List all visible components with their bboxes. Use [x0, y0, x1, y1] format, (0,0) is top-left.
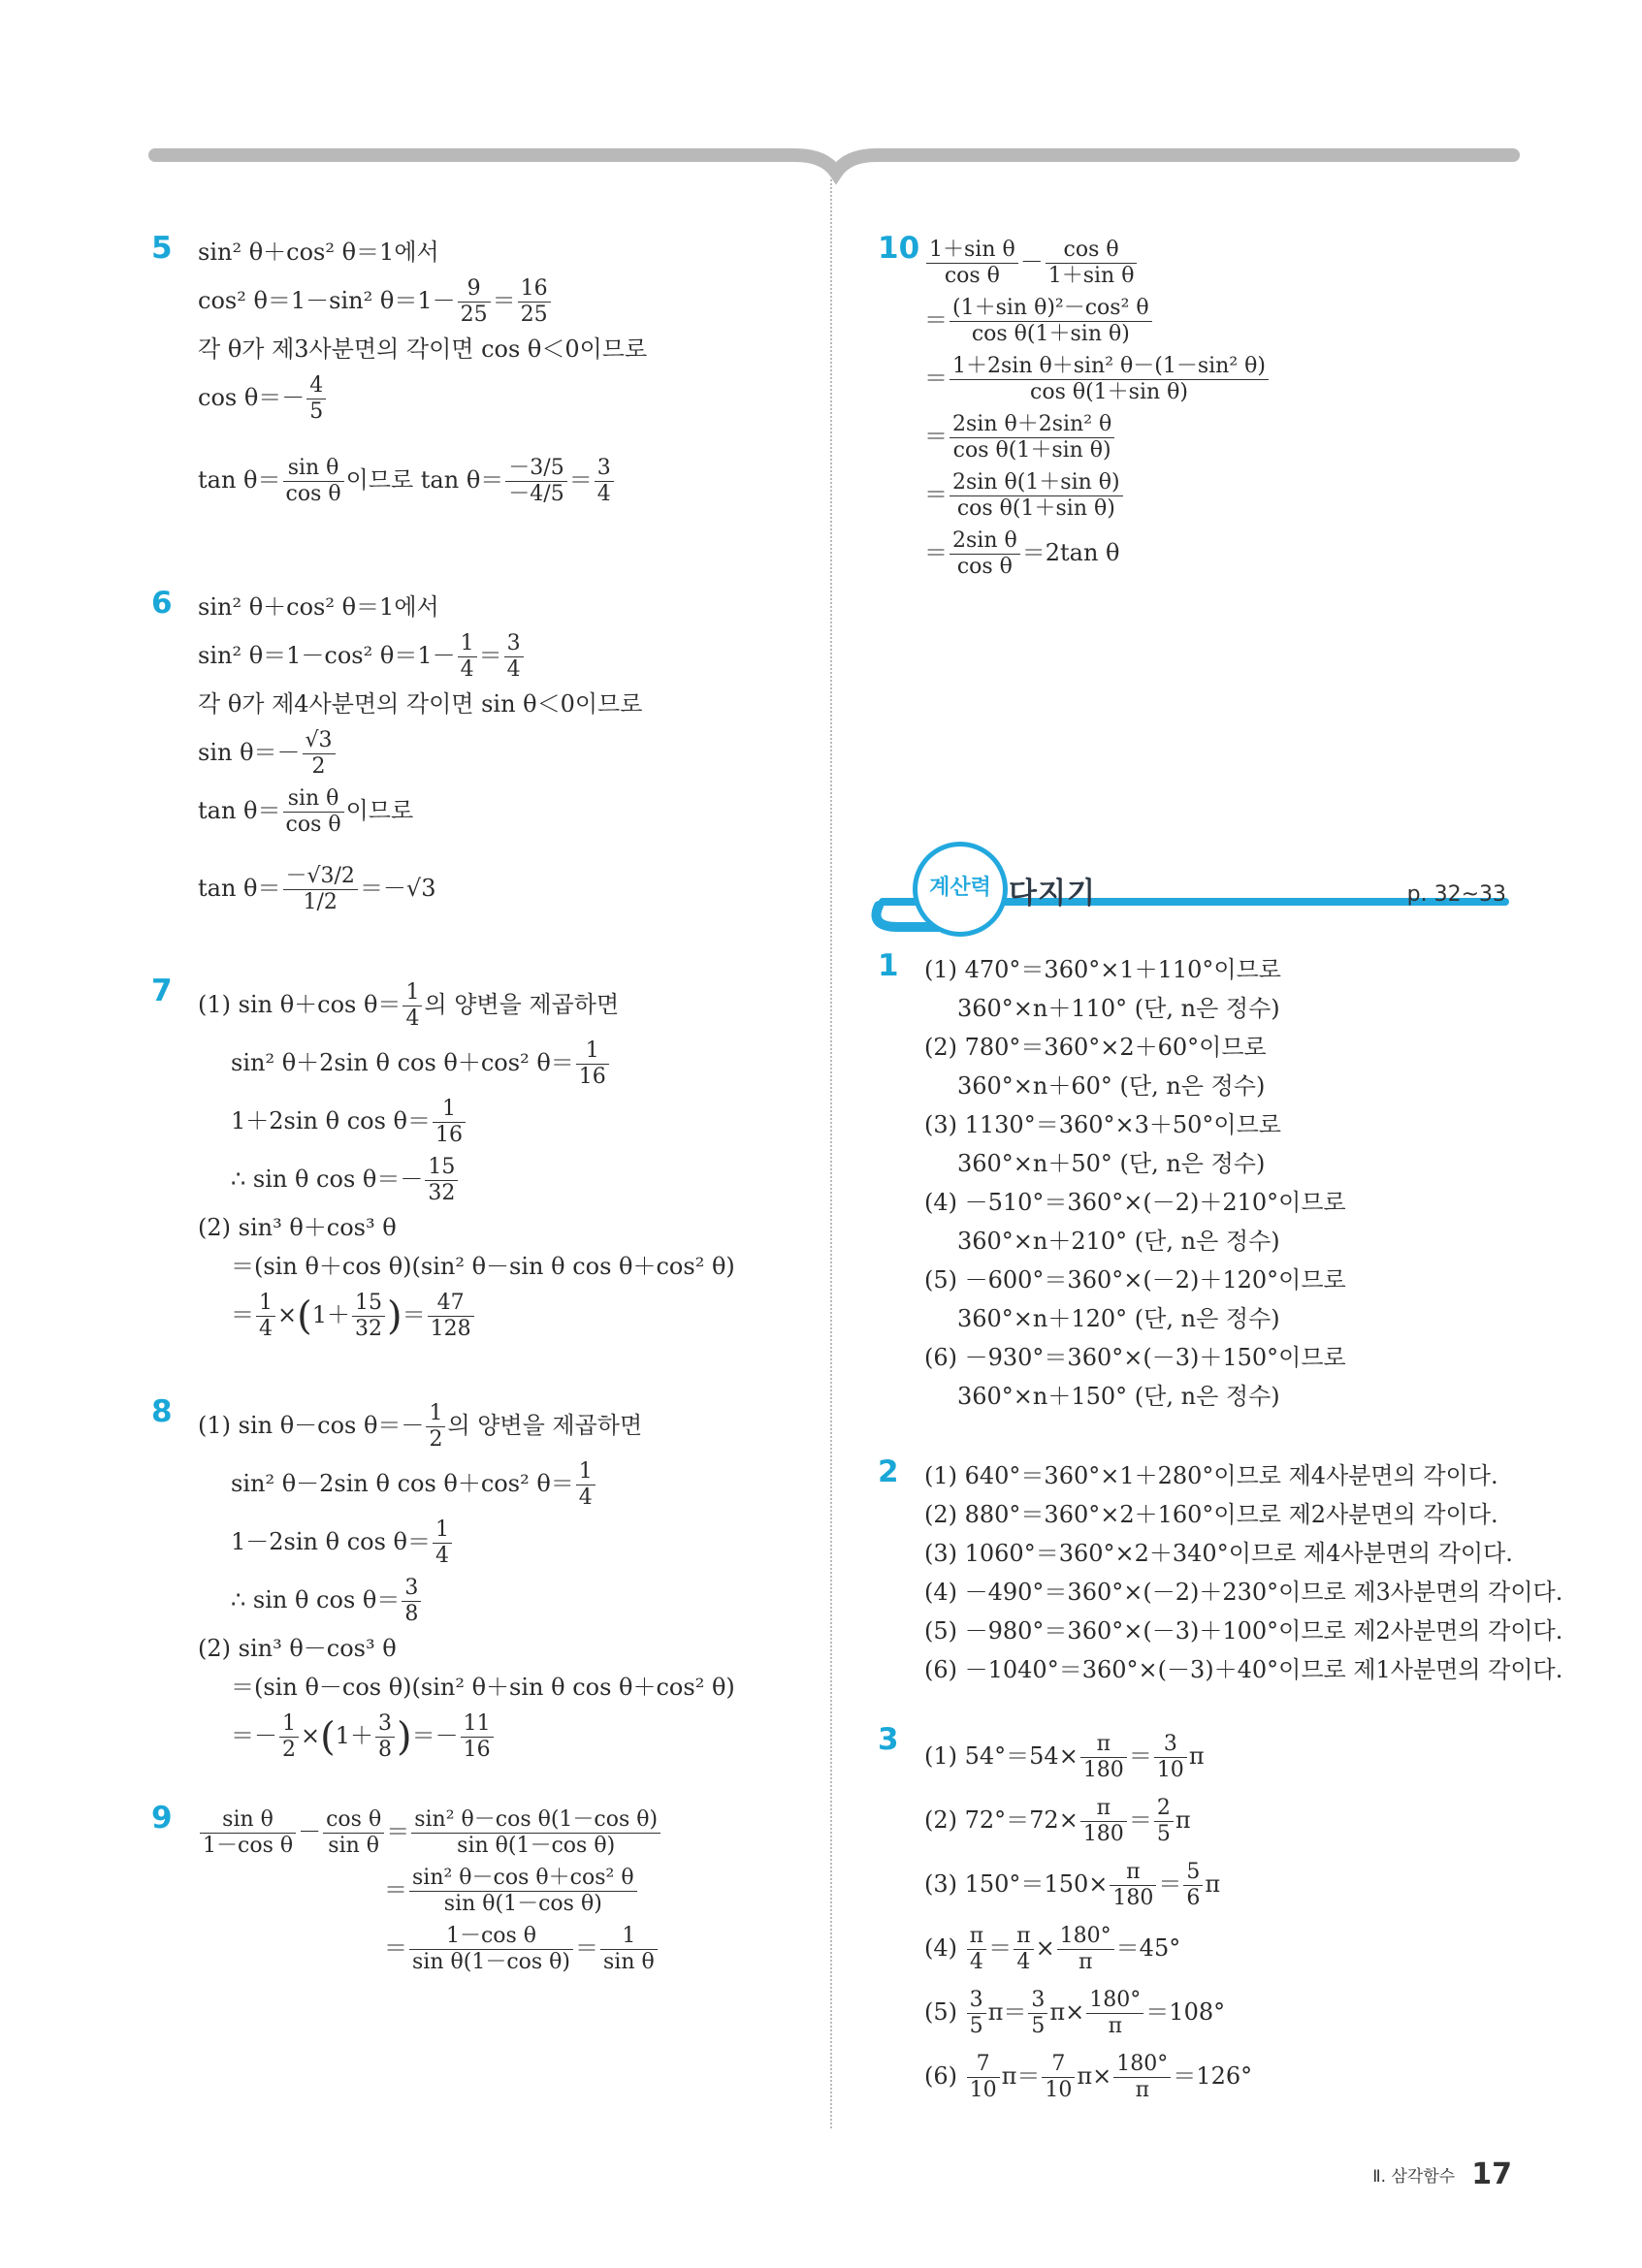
question-number: 2 — [878, 1454, 899, 1489]
solution-line: 1＋2sin θ cos θ＝ $\frac{1}{16}$ — [198, 1092, 821, 1150]
solution-line: tan θ＝ $\frac{\text{sin θ}}{\text{cos θ}}$ 이므로 — [198, 786, 414, 837]
solution-line: ∴ sin θ cos θ＝－ $\frac{15}{32}$ — [198, 1150, 821, 1208]
answer-line: (6) －1040°＝360°×(－3)＋40°이므로 제1사분면의 각이다. — [924, 1656, 1563, 1683]
answer-line: (3) 1130°＝360°×3＋50°이므로 — [924, 1111, 1281, 1138]
fraction: $\frac{\text{sin θ}}{\text{cos θ}}$ — [283, 456, 344, 507]
solution-line: ＝ $\frac{1}{4}$ ×(1＋ $\frac{15}{32}$ )＝ $\frac{47}{128}$ — [198, 1286, 821, 1346]
answer-line: (4) $\frac{\pi}{4}$ ＝ $\frac{\pi}{4}$ × $\frac{180^\circ}{\pi}$ ＝45° — [924, 1924, 1181, 1974]
solution-line: sin² θ＝1－cos² θ＝1－ $\frac{1}{4}$ ＝ $\frac{3}{4}$ — [198, 626, 821, 685]
solution-line: (1) sin θ－cos θ＝－ $\frac{1}{2}$ 의 양변을 제곱하면 — [198, 1400, 643, 1452]
fraction: $\frac{\text{1＋2sin θ＋sin² θ－(1－sin² θ)}}{\text{cos θ(1＋sin θ)}}$ — [950, 354, 1269, 405]
fraction: $\frac{\text{sin θ}}{\text{cos θ}}$ — [283, 786, 344, 838]
answer-line: (2) 72°＝72× $\frac{\pi}{180}$ ＝ $\frac{2}{5}$ π — [924, 1796, 1191, 1846]
answer-line: (6) －930°＝360°×(－3)＋150°이므로 — [924, 1344, 1346, 1371]
fraction: $\frac{2}{5}$ — [1154, 1796, 1174, 1847]
solution-line: $\frac{\text{1＋sin θ}}{\text{cos θ}}$ － $\frac{\text{cos θ}}{\text{1＋sin θ}}$ — [924, 233, 1508, 291]
problem-number: 9 — [151, 1801, 173, 1836]
fraction: $\frac{1}{4}$ — [256, 1291, 275, 1342]
fraction: $\frac{1}{\text{sin θ}}$ — [600, 1924, 658, 1975]
fraction: $\frac{\pi}{4}$ — [967, 1924, 986, 1975]
fraction: $\frac{4}{5}$ — [306, 373, 326, 425]
solution-line: tan θ＝ $\frac{\text{sin θ}}{\text{cos θ}}$ 이므로 tan θ＝ $\frac{-3/5}{-4/5}$ ＝ $\frac{3}{4}$ — [198, 427, 821, 533]
solution-line: ＝ $\frac{\text{2sin θ}}{\text{cos θ}}$ ＝2tan θ — [924, 528, 1120, 579]
answer-line: (5) －980°＝360°×(－3)＋100°이므로 제2사분면의 각이다. — [924, 1617, 1563, 1645]
solution-line: sin² θ＋cos² θ＝1에서 — [198, 239, 439, 266]
solution-line: sin² θ＋cos² θ＝1에서 — [198, 593, 439, 621]
fraction: $\frac{\pi}{180}$ — [1110, 1860, 1156, 1911]
fraction: $\frac{3}{4}$ — [504, 631, 524, 683]
problem-number: 7 — [151, 974, 173, 1008]
fraction: $\frac{180^\circ}{\pi}$ — [1057, 1924, 1114, 1975]
problem-6 — [151, 588, 821, 937]
chapter-label: Ⅱ. 삼각함수 — [1372, 2167, 1456, 2187]
fraction: $\frac{5}{6}$ — [1183, 1860, 1203, 1911]
solution-line: 각 θ가 제3사분면의 각이면 cos θ＜0이므로 — [198, 335, 648, 363]
fraction: $\frac{1}{4}$ — [576, 1459, 596, 1511]
section-answers — [878, 948, 1563, 2108]
fraction: $\frac{\pi}{4}$ — [1014, 1924, 1033, 1975]
problem-number: 6 — [151, 586, 173, 621]
solution-line: $\frac{\text{sin θ}}{\text{1－cos θ}}$ － $\frac{\text{cos θ}}{\text{sin θ}}$ ＝ $\frac{\text{sin² θ－cos θ(1－cos θ)}}{\text{sin θ(1－cos θ)}}$ — [198, 1803, 821, 1861]
fraction: $\frac{1}{2}$ — [279, 1711, 299, 1763]
problem-9 — [151, 1803, 821, 1977]
fraction: $\frac{1}{16}$ — [433, 1097, 466, 1148]
question-number: 1 — [878, 948, 899, 983]
fraction: $\frac{\text{2sin θ(1＋sin θ)}}{\text{cos θ(1＋sin θ)}}$ — [950, 470, 1123, 522]
answer-line: 360°×n＋50° (단, n은 정수) — [957, 1150, 1266, 1177]
answer-line: 360°×n＋150° (단, n은 정수) — [957, 1383, 1280, 1410]
solution-line: cos θ＝－ $\frac{4}{5}$ — [198, 368, 821, 427]
fraction: $\frac{7}{10}$ — [967, 2052, 1000, 2103]
solution-line: (1) sin θ＋cos θ＝ $\frac{1}{4}$ 의 양변을 제곱하면 — [198, 980, 620, 1031]
problem-number: 8 — [151, 1393, 173, 1429]
fraction: $\frac{7}{10}$ — [1042, 2052, 1075, 2103]
solution-line: ＝ $\frac{\text{sin² θ－cos θ＋cos² θ}}{\text{sin θ(1－cos θ)}}$ — [198, 1861, 821, 1919]
page-footer — [1372, 2157, 1512, 2191]
answer-line: (6) $\frac{7}{10}$ π＝ $\frac{7}{10}$ π× $\frac{180^\circ}{\pi}$ ＝126° — [924, 2052, 1253, 2102]
fraction: $\frac{\text{2sin θ}}{\text{cos θ}}$ — [950, 528, 1020, 580]
question-3 — [878, 1724, 1508, 2108]
top-header-bar — [0, 0, 1642, 194]
fraction: $\frac{16}{25}$ — [518, 276, 551, 328]
solution-line: sin² θ－2sin θ cos θ＋cos² θ＝ $\frac{1}{4}$ — [198, 1454, 821, 1513]
solution-line: sin θ＝－ $\frac{√3}{2}$ — [198, 723, 821, 782]
solution-line: ＝ $\frac{\text{1＋2sin θ＋sin² θ－(1－sin² θ)}}{\text{cos θ(1＋sin θ)}}$ — [924, 349, 1508, 407]
fraction: $\frac{\text{1＋sin θ}}{\text{cos θ}}$ — [926, 238, 1018, 289]
fraction: $\frac{15}{32}$ — [425, 1155, 458, 1206]
answer-line: (3) 1060°＝360°×2＋340°이므로 제4사분면의 각이다. — [924, 1540, 1513, 1567]
section-badge-label: 계산력 — [929, 876, 991, 900]
fraction: $\frac{3}{4}$ — [595, 456, 614, 507]
solution-line: (2) sin³ θ－cos³ θ — [198, 1634, 397, 1662]
answer-line: 360°×n＋210° (단, n은 정수) — [957, 1228, 1280, 1255]
solution-line: 1－2sin θ cos θ＝ $\frac{1}{4}$ — [198, 1513, 821, 1571]
fraction: $\frac{\text{cos θ}}{\text{sin θ}}$ — [323, 1807, 384, 1859]
solution-line: sin² θ＋2sin θ cos θ＋cos² θ＝ $\frac{1}{16}$ — [198, 1034, 821, 1092]
answer-line: 360°×n＋60° (단, n은 정수) — [957, 1072, 1266, 1100]
fraction: $\frac{\text{cos θ}}{\text{1＋sin θ}}$ — [1046, 238, 1138, 289]
left-column — [151, 233, 821, 1977]
answer-line: (4) －510°＝360°×(－2)＋210°이므로 — [924, 1189, 1346, 1216]
solution-line: cos² θ＝1－sin² θ＝1－ $\frac{9}{25}$ ＝ $\frac{16}{25}$ — [198, 272, 821, 330]
fraction: $\frac{\text{sin² θ－cos θ(1－cos θ)}}{\text{sin θ(1－cos θ)}}$ — [411, 1807, 660, 1859]
solution-line: ＝ $\frac{\text{1－cos θ}}{\text{sin θ(1－cos θ)}}$ ＝ $\frac{1}{\text{sin θ}}$ — [198, 1919, 821, 1977]
solution-line: ＝(sin θ＋cos θ)(sin² θ－sin θ cos θ＋cos² θ) — [231, 1253, 735, 1280]
fraction: $\frac{3}{5}$ — [967, 1988, 986, 2039]
fraction: $\frac{\text{sin² θ－cos θ＋cos² θ}}{\text{sin θ(1－cos θ)}}$ — [409, 1866, 637, 1917]
answer-line: (2) 780°＝360°×2＋60°이므로 — [924, 1034, 1267, 1061]
answer-line: (2) 880°＝360°×2＋160°이므로 제2사분면의 각이다. — [924, 1501, 1498, 1528]
problem-number: 10 — [878, 231, 920, 266]
fraction: $\frac{\pi}{180}$ — [1080, 1796, 1127, 1847]
solution-line: ＝(sin θ－cos θ)(sin² θ＋sin θ cos θ＋cos² θ) — [231, 1673, 735, 1701]
answer-list — [924, 1456, 1563, 1689]
problem-10 — [878, 233, 1508, 582]
fraction: $\frac{1}{16}$ — [576, 1038, 609, 1090]
question-1 — [878, 950, 1508, 1416]
section-title: 다지기 — [1009, 877, 1096, 910]
answer-line: (4) －490°＝360°×(－2)＋230°이므로 제3사분면의 각이다. — [924, 1579, 1563, 1606]
fraction: $\frac{11}{16}$ — [461, 1711, 494, 1763]
solution-line: ＝ $\frac{\text{(1＋sin θ)²－cos² θ}}{\text{cos θ(1＋sin θ)}}$ — [924, 291, 1508, 349]
answer-line: (1) 470°＝360°×1＋110°이므로 — [924, 956, 1281, 983]
answer-line: 360°×n＋120° (단, n은 정수) — [957, 1305, 1280, 1332]
solution-line: ∴ sin θ cos θ＝ $\frac{3}{8}$ — [198, 1571, 821, 1629]
problem-number: 5 — [151, 231, 173, 266]
answer-line: 360°×n＋110° (단, n은 정수) — [957, 995, 1280, 1022]
fraction: $\frac{\text{sin θ}}{\text{1－cos θ}}$ — [200, 1807, 296, 1859]
fraction: $\frac{\text{1－cos θ}}{\text{sin θ(1－cos θ)}}$ — [409, 1924, 573, 1975]
question-number: 3 — [878, 1722, 899, 1757]
fraction: $\frac{1}{4}$ — [458, 631, 477, 683]
fraction: $\frac{9}{25}$ — [458, 276, 491, 328]
question-2 — [878, 1454, 1563, 1689]
problem-8 — [151, 1393, 821, 1767]
solution-line: (2) sin³ θ＋cos³ θ — [198, 1214, 397, 1241]
fraction: $\frac{√3}{2}$ — [303, 728, 336, 780]
solution-line: ＝ $\frac{\text{2sin θ＋2sin² θ}}{\text{cos θ(1＋sin θ)}}$ — [924, 407, 1508, 465]
section-pages: p. 32~33 — [1406, 882, 1506, 907]
fraction: $\frac{3}{8}$ — [375, 1711, 395, 1763]
fraction: $\frac{3}{10}$ — [1154, 1732, 1187, 1783]
problem-5 — [151, 233, 821, 533]
fraction: $\frac{1}{2}$ — [426, 1401, 445, 1453]
right-column — [878, 233, 1508, 582]
solution-line: 각 θ가 제4사분면의 각이면 sin θ＜0이므로 — [198, 690, 643, 718]
fraction: $\frac{15}{32}$ — [352, 1291, 385, 1342]
fraction: $\frac{\text{(1＋sin θ)²－cos² θ}}{\text{cos θ(1＋sin θ)}}$ — [950, 296, 1152, 347]
page-number: 17 — [1471, 2157, 1512, 2191]
solution-line: tan θ＝ $\frac{-√3/2}{1/2}$ ＝－√3 — [198, 864, 436, 914]
fraction: $\frac{1}{4}$ — [433, 1517, 452, 1569]
column-divider — [830, 179, 832, 2128]
solution-line: ＝－ $\frac{1}{2}$ ×(1＋ $\frac{3}{8}$ )＝－ $\frac{11}{16}$ — [198, 1707, 821, 1767]
fraction: $\frac{3}{5}$ — [1028, 1988, 1047, 2039]
answer-line: (1) 54°＝54× $\frac{\pi}{180}$ ＝ $\frac{3}{10}$ π — [924, 1732, 1205, 1782]
answer-line: (5) $\frac{3}{5}$ π＝ $\frac{3}{5}$ π× $\frac{180^\circ}{\pi}$ ＝108° — [924, 1988, 1226, 2038]
fraction: $\frac{47}{128}$ — [428, 1291, 474, 1342]
solution-line: ＝ $\frac{\text{2sin θ(1＋sin θ)}}{\text{cos θ(1＋sin θ)}}$ — [924, 465, 1508, 524]
problem-7 — [151, 975, 821, 1346]
fraction: $\frac{\pi}{180}$ — [1080, 1732, 1127, 1783]
answer-line: (3) 150°＝150× $\frac{\pi}{180}$ ＝ $\frac{5}{6}$ π — [924, 1860, 1221, 1910]
answer-list — [924, 950, 1508, 1416]
fraction: $\frac{3}{8}$ — [402, 1576, 421, 1627]
answer-line: (5) －600°＝360°×(－2)＋120°이므로 — [924, 1266, 1346, 1294]
fraction: $\frac{-3/5}{-4/5}$ — [505, 456, 566, 507]
fraction: $\frac{180^\circ}{\pi}$ — [1086, 1988, 1143, 2039]
fraction: $\frac{-√3/2}{1/2}$ — [283, 864, 358, 915]
fraction: $\frac{180^\circ}{\pi}$ — [1113, 2052, 1171, 2103]
fraction: $\frac{\text{2sin θ＋2sin² θ}}{\text{cos θ(1＋sin θ)}}$ — [950, 412, 1114, 463]
answer-line: (1) 640°＝360°×1＋280°이므로 제4사분면의 각이다. — [924, 1462, 1498, 1489]
fraction: $\frac{1}{4}$ — [402, 980, 422, 1032]
